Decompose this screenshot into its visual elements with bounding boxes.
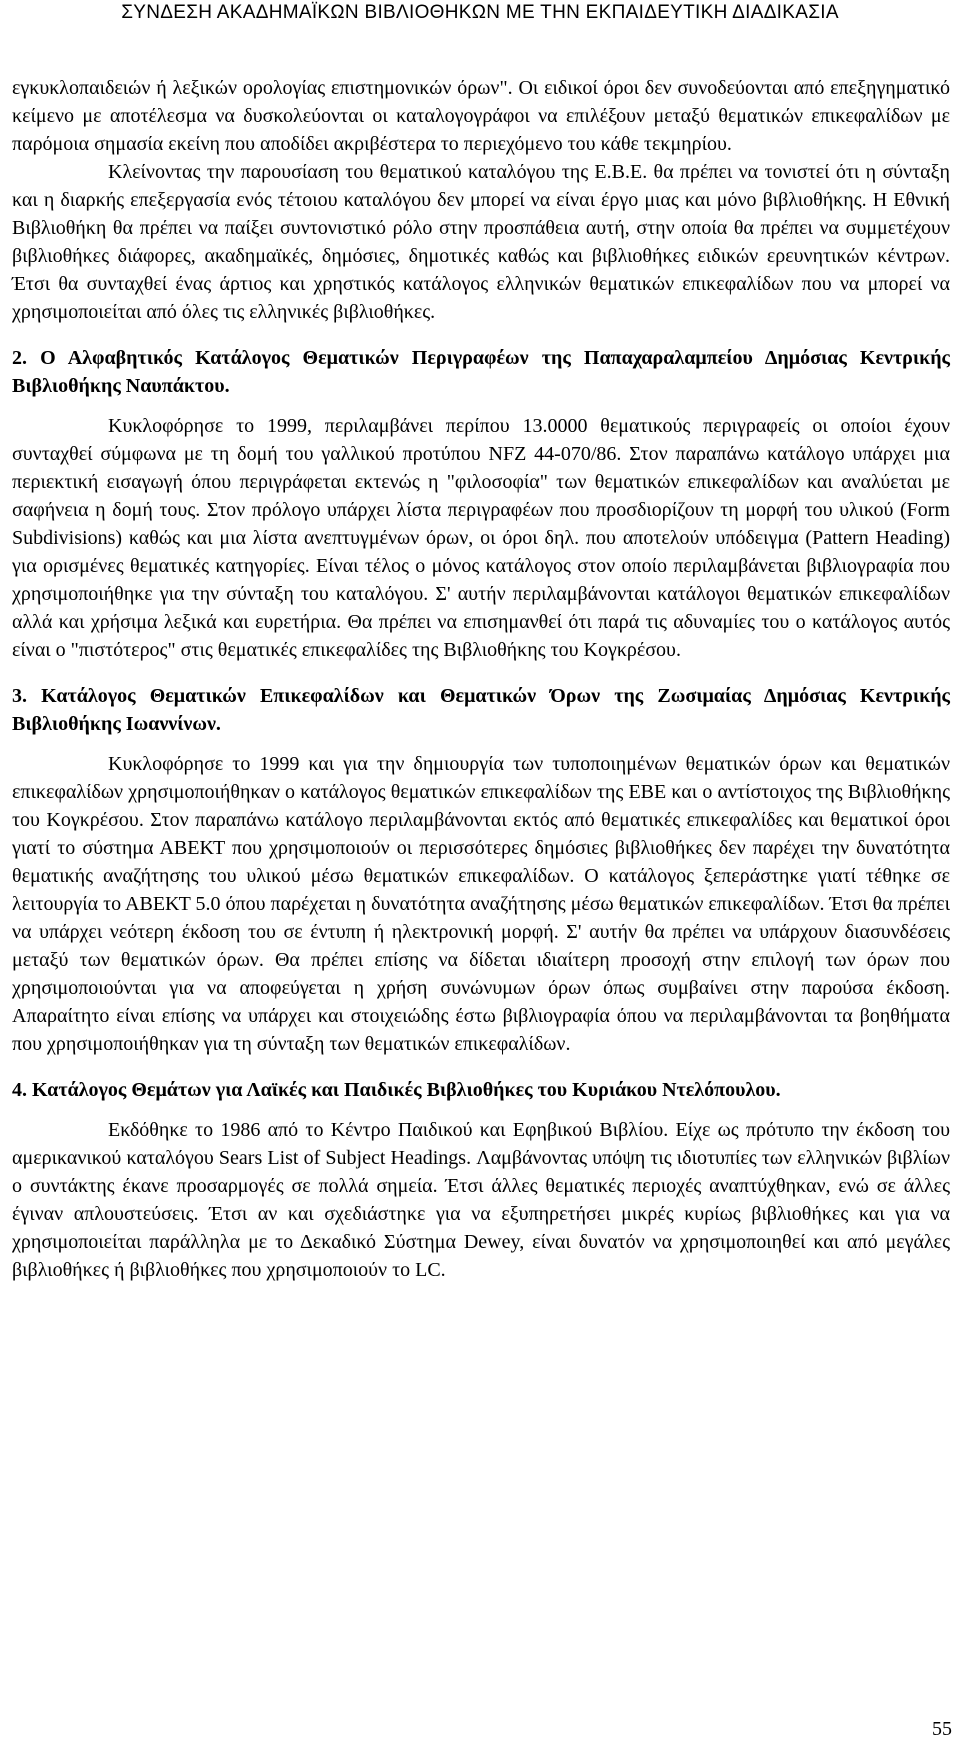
running-header: ΣΥΝΔΕΣΗ ΑΚΑΔΗΜΑΪΚΩΝ ΒΙΒΛΙΟΘΗΚΩΝ ΜΕ ΤΗΝ ΕΚΠΑΙΔΕΥΤΙΚΗ ΔΙΑΔΙΚΑΣΙΑ [121, 2, 839, 23]
paragraph-closing-remarks: Κλείνοντας την παρουσίαση του θεματικού καταλόγου της Ε.Β.Ε. θα πρέπει να τονιστεί ότι η σύνταξη και η διαρκής επεξεργασία ενός τέτοιου καταλόγου δεν μπορεί να είναι έργο μιας και μόνο βιβλιοθήκης. Η Εθνική Βιβλιοθήκη θα πρέπει να παίξει συντονιστικό ρόλο στην προσπάθεια αυτή, στην οποία θα πρέπει να συμμετέχουν βιβλιοθήκες διάφορες, ακαδημαϊκές, δημόσιες, δημοτικές καθώς και βιβλιοθήκες ειδικών ερευνητικών κέντρων. Έτσι θα συνταχθεί ένας άρτιος και χρηστικός κατάλογος ελληνικών θεματικών επικεφαλίδων που να μπορεί να χρησιμοποιείται από όλες τις ελληνικές βιβλιοθήκες. [12, 161, 950, 323]
paragraph-continuation: εγκυκλοπαιδειών ή λεξικών ορολογίας επιστημονικών όρων". Οι ειδικοί όροι δεν συνοδεύονται από επεξηγηματικό κείμενο με αποτέλεσμα να δυσκολεύονται οι καταλογογράφοι να επιλέξουν μεταξύ θεματικών επικεφαλίδων με παρόμοια σημασία εκείνη που αποδίδει ακριβέστερα το περιεχόμενο του κάθε τεκμηρίου. [12, 77, 950, 155]
section-heading-2: 2. Ο Αλφαβητικός Κατάλογος Θεματικών Περιγραφέων της Παπαχαραλαμπείου Δημόσιας Κεντρικής Βιβλιοθήκης Ναυπάκτου. [12, 347, 950, 397]
document-body [12, 74, 950, 1284]
section-heading-3: 3. Κατάλογος Θεματικών Επικεφαλίδων και Θεματικών Όρων της Ζωσιμαίας Δημόσιας Κεντρικής Βιβλιοθήκης Ιωαννίνων. [12, 685, 950, 735]
paragraph-section-2: Κυκλοφόρησε το 1999, περιλαμβάνει περίπου 13.0000 θεματικούς περιγραφείς οι οποίοι έχουν συνταχθεί σύμφωνα με τη δομή του γαλλικού προτύπου NFZ 44-070/86. Στον παραπάνω κατάλογο υπάρχει μια περιεκτική εισαγωγή όπου περιγράφεται εκτενώς η "φιλοσοφία" των θεματικών επικεφαλίδων και αναλύεται με σαφήνεια η δομή τους. Στον πρόλογο υπάρχει λίστα περιγραφέων που προσδιορίζουν τη μορφή του υλικού (Form Subdivisions) καθώς και μια λίστα ανεπτυγμένων όρων, οι όροι δηλ. που αποτελούν υπόδειγμα (Pattern Heading) για ορισμένες θεματικές κατηγορίες. Είναι τέλος ο μόνος κατάλογος στον οποίο περιλαμβάνεται βιβλιογραφία που χρησιμοποιήθηκε για την σύνταξη του καταλόγου. Σ' αυτήν περιλαμβάνονται κατάλογοι θεματικών επικεφαλίδων αλλά και χρήσιμα λεξικά και ευρετήρια. Θα πρέπει να επισημανθεί ότι παρά τις αδυναμίες του ο κατάλογος αυτός είναι ο "πιστότερος" στις θεματικές επικεφαλίδες της Βιβλιοθήκης του Κογκρέσου. [12, 415, 950, 661]
paragraph-section-4: Εκδόθηκε το 1986 από το Κέντρο Παιδικού και Εφηβικού Βιβλίου. Είχε ως πρότυπο την έκδοση του αμερικανικού καταλόγου Sears List of Subject Headings. Λαμβάνοντας υπόψη τις ιδιοτυπίες των ελληνικών βιβλίων ο συντάκτης έκανε προσαρμογές σε πολλά σημεία. Έτσι άλλες θεματικές περιοχές αναπτύχθηκαν, ενώ σε άλλες έγιναν απλουστεύσεις. Έτσι αν και σχεδιάστηκε για να εξυπηρετήσει μικρές κυρίως βιβλιοθήκες και για να χρησιμοποιείται παράλληλα με το Δεκαδικό Σύστημα Dewey, είναι δυνατόν να χρησιμοποιηθεί και από μεγάλες βιβλιοθήκες ή βιβλιοθήκες που χρησιμοποιούν το LC. [12, 1119, 950, 1281]
paragraph-section-3: Κυκλοφόρησε το 1999 και για την δημιουργία των τυποποιημένων θεματικών όρων και θεματικών επικεφαλίδων χρησιμοποιήθηκαν ο κατάλογος θεματικών επικεφαλίδων της ΕΒΕ και ο αντίστοιχος της Βιβλιοθήκης του Κογκρέσου. Στον παραπάνω κατάλογο περιλαμβάνονται εκτός από θεματικές επικεφαλίδες και θεματικοί όροι γιατί το σύστημα ΑΒΕΚΤ που χρησιμοποιούν οι περισσότερες δημόσιες βιβλιοθήκες δεν παρέχει την δυνατότητα θεματικής αναζήτησης του υλικού μέσω θεματικών επικεφαλίδων. Ο κατάλογος ξεπεράστηκε γιατί τέθηκε σε λειτουργία το ΑΒΕΚΤ 5.0 όπου παρέχεται η δυνατότητα αναζήτησης μέσω θεματικών επικεφαλίδων. Έτσι θα πρέπει να υπάρχει νεότερη έκδοση του σε έντυπη ή ηλεκτρονική μορφή. Σ' αυτήν θα πρέπει να υπάρχουν διασυνδέσεις μεταξύ των θεματικών όρων. Θα πρέπει επίσης να δίδεται ιδιαίτερη προσοχή στην επιλογή των όρων που χρησιμοποιούνται για να αποφεύγεται η χρήση συνώνυμων όρων όπως συμβαίνει στην παρούσα έκδοση. Απαραίτητο είναι επίσης να υπάρχει και στοιχειώδης έστω βιβλιογραφία όπου να περιλαμβάνονται τα βοηθήματα που χρησιμοποιήθηκαν για τη σύνταξη των θεματικών επικεφαλίδων. [12, 753, 950, 1055]
section-heading-4: 4. Κατάλογος Θεμάτων για Λαϊκές και Παιδικές Βιβλιοθήκες του Κυριάκου Ντελόπουλου. [12, 1079, 781, 1101]
page-number: 55 [932, 1718, 952, 1740]
